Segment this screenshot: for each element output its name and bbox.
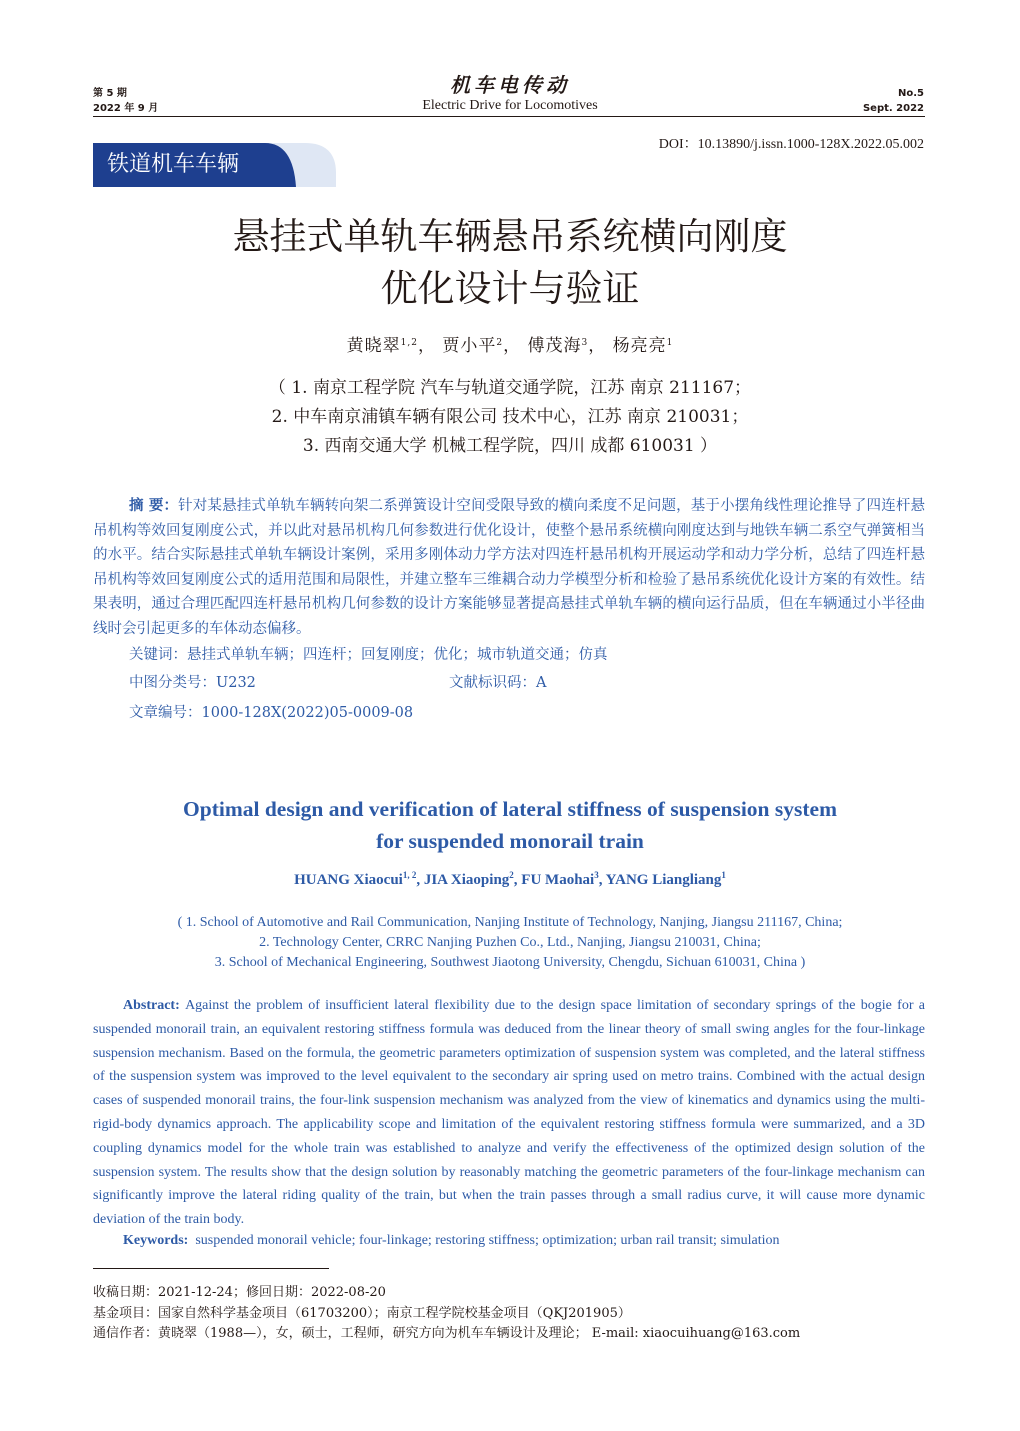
- affiliation-en: ( 1. School of Automotive and Rail Communication, Nanjing Institute of Technology, Nanjing, Jiangsu 211167, China;: [177, 915, 843, 930]
- article-number-value: 1000-128X(2022)05-0009-08: [201, 705, 414, 721]
- author-cn: 傅茂海: [527, 336, 582, 356]
- author-separator: ，: [588, 336, 607, 356]
- doi: DOI：10.13890/j.issn.1000-128X.2022.05.002: [658, 137, 924, 152]
- keywords-cn: [93, 643, 925, 667]
- title-cn: [0, 211, 1020, 315]
- title-en: [0, 793, 1020, 857]
- abstract-en-text: Against the problem of insufficient lateral flexibility due to the design space limitation of secondary springs of the bogie for a suspended monorail train, an equivalent restoring stiffness formula was deduced from the linear theory of small swing angles for the four-linkage suspension mechanism. Based on the formula, the geometric parameters optimization of suspension system was completed, and the lateral stiffness of the suspension system was improved to the level equivalent to the secondary air spring used on metro trains. Combined with the actual design cases of suspended monorail trains, the four-link suspension mechanism was analyzed from the view of kinematics and dynamics using the multi-rigid-body dynamics approach. The applicability scope and limitation of the equivalent restoring stiffness formula were summarized, and a 3D coupling dynamics model for the whole train was established to analyze and verify the effectiveness of the optimized design solution of the suspension system. The results show that the design solution by reasonably matching the geometric parameters of the four-linkage mechanism can significantly improve the lateral riding quality of the train, but when the train passes through a small radius curve, it will cause more dynamic deviation of the train body.: [93, 998, 926, 1228]
- doc-code-label: 文献标识码：: [449, 675, 536, 691]
- title-cn-line1: 悬挂式单轨车辆悬吊系统横向刚度: [232, 215, 788, 258]
- abstract-en-label: Abstract:: [123, 998, 180, 1013]
- author-separator: ,: [416, 872, 424, 888]
- keywords-en: [123, 1233, 780, 1249]
- author-en: JIA Xiaoping: [423, 872, 510, 888]
- doc-code-value: A: [536, 675, 547, 691]
- abstract-cn-label: 摘 要：: [129, 498, 179, 514]
- keywords-cn-label: 关键词：: [129, 647, 187, 663]
- keywords-en-value: suspended monorail vehicle; four-linkage; restoring stiffness; optimization; urban rail transit; simulation: [195, 1233, 780, 1248]
- author-aff-mark: 2: [496, 338, 504, 348]
- footnote-rule: [93, 1268, 329, 1269]
- author-en: HUANG Xiaocui: [294, 872, 403, 888]
- author-en: FU Maohai: [521, 872, 595, 888]
- author-separator: ，: [417, 336, 436, 356]
- abstract-cn: [93, 494, 925, 641]
- title-en-line1: Optimal design and verification of lateral stiffness of suspension system: [183, 797, 837, 821]
- affiliation-cn: （ 1. 南京工程学院 汽车与轨道交通学院，江苏 南京 211167；: [268, 378, 752, 398]
- affiliation-cn: 3. 西南交通大学 机械工程学院，四川 成都 610031 ）: [302, 436, 718, 456]
- author-aff-mark: 1,2: [400, 338, 418, 348]
- author-separator: ,: [598, 872, 606, 888]
- clc-value: U232: [216, 675, 256, 691]
- author-aff-mark: 1: [666, 338, 674, 348]
- footnote-fund: 基金项目：国家自然科学基金项目（61703200）；南京工程学院校基金项目（QKJ201905）: [93, 1305, 631, 1321]
- keywords-cn-value: 悬挂式单轨车辆；四连杆；回复刚度；优化；城市轨道交通；仿真: [187, 647, 608, 663]
- author-en: YANG Liangliang: [605, 872, 722, 888]
- issue-date-cn: 2022 年 9 月: [93, 103, 159, 114]
- doc-code: [449, 671, 546, 695]
- issue-number-en: No.5: [898, 88, 924, 99]
- footnotes: [93, 1283, 925, 1345]
- affiliation-en: 2. Technology Center, CRRC Nanjing Puzhen Co., Ltd., Nanjing, Jiangsu 210031, China;: [259, 935, 761, 950]
- author-cn: 杨亮亮: [612, 336, 667, 356]
- authors-en: [0, 872, 1020, 889]
- header-rule: [93, 116, 925, 117]
- footnote-received: 收稿日期：2021-12-24；修回日期：2022-08-20: [93, 1285, 386, 1300]
- footnote-author: 通信作者：黄晓翠（1988—），女，硕士，工程师，研究方向为机车车辆设计及理论； E-mail: xiaocuihuang@163.com: [93, 1326, 801, 1341]
- column-tab-label: 铁道机车车辆: [107, 152, 240, 177]
- author-aff-mark: 2: [509, 870, 514, 880]
- abstract-cn-block: [93, 494, 925, 725]
- article-number: [93, 701, 925, 725]
- abstract-cn-text: 针对某悬挂式单轨车辆转向架二系弹簧设计空间受限导致的横向柔度不足问题，基于小摆角线性理论推导了四连杆悬吊机构等效回复刚度公式，并以此对悬吊机构几何参数进行优化设计，使整个悬吊系统横向刚度达到与地铁车辆二系空气弹簧相当的水平。结合实际悬挂式单轨车辆设计案例，采用多刚体动力学方法对四连杆悬吊机构开展运动学和动力学分析，总结了四连杆悬吊机构等效回复刚度公式的适用范围和局限性，并建立整车三维耦合动力学模型分析和检验了悬吊系统优化设计方案的有效性。结果表明，通过合理匹配四连杆悬吊机构几何参数的设计方案能够显著提高悬挂式单轨车辆的横向运行品质，但在车辆通过小半径曲线时会引起更多的车体动态偏移。: [93, 498, 925, 637]
- author-separator: ，: [503, 336, 522, 356]
- author-cn: 黄晓翠: [346, 336, 401, 356]
- author-aff-mark: 1: [721, 870, 726, 880]
- journal-name-en: Electric Drive for Locomotives: [422, 98, 598, 113]
- author-cn: 贾小平: [442, 336, 497, 356]
- affiliations-cn: [0, 374, 1020, 461]
- header-issue-en: [863, 86, 924, 116]
- title-cn-line2: 优化设计与验证: [380, 267, 640, 310]
- author-aff-mark: 3: [581, 338, 589, 348]
- affiliation-en: 3. School of Mechanical Engineering, Southwest Jiaotong University, Chengdu, Sichuan 610031, China ): [214, 955, 806, 970]
- article-number-label: 文章编号：: [129, 705, 202, 721]
- affiliation-cn: 2. 中车南京浦镇车辆有限公司 技术中心，江苏 南京 210031；: [271, 407, 749, 427]
- clc-label: 中图分类号：: [129, 675, 216, 691]
- journal-name-cn: 机车电传动: [450, 73, 570, 97]
- keywords-en-label: Keywords:: [123, 1233, 189, 1248]
- author-aff-mark: 3: [594, 870, 599, 880]
- issue-date-en: Sept. 2022: [862, 103, 924, 114]
- issue-number-cn: 第 5 期: [93, 88, 127, 99]
- abstract-en: [93, 994, 925, 1232]
- authors-cn: [0, 331, 1020, 356]
- author-separator: ,: [513, 872, 522, 888]
- affiliations-en: [0, 913, 1020, 973]
- title-en-line2: for suspended monorail train: [376, 829, 644, 853]
- classification-row: [93, 671, 925, 695]
- author-aff-mark: 1, 2: [402, 870, 417, 880]
